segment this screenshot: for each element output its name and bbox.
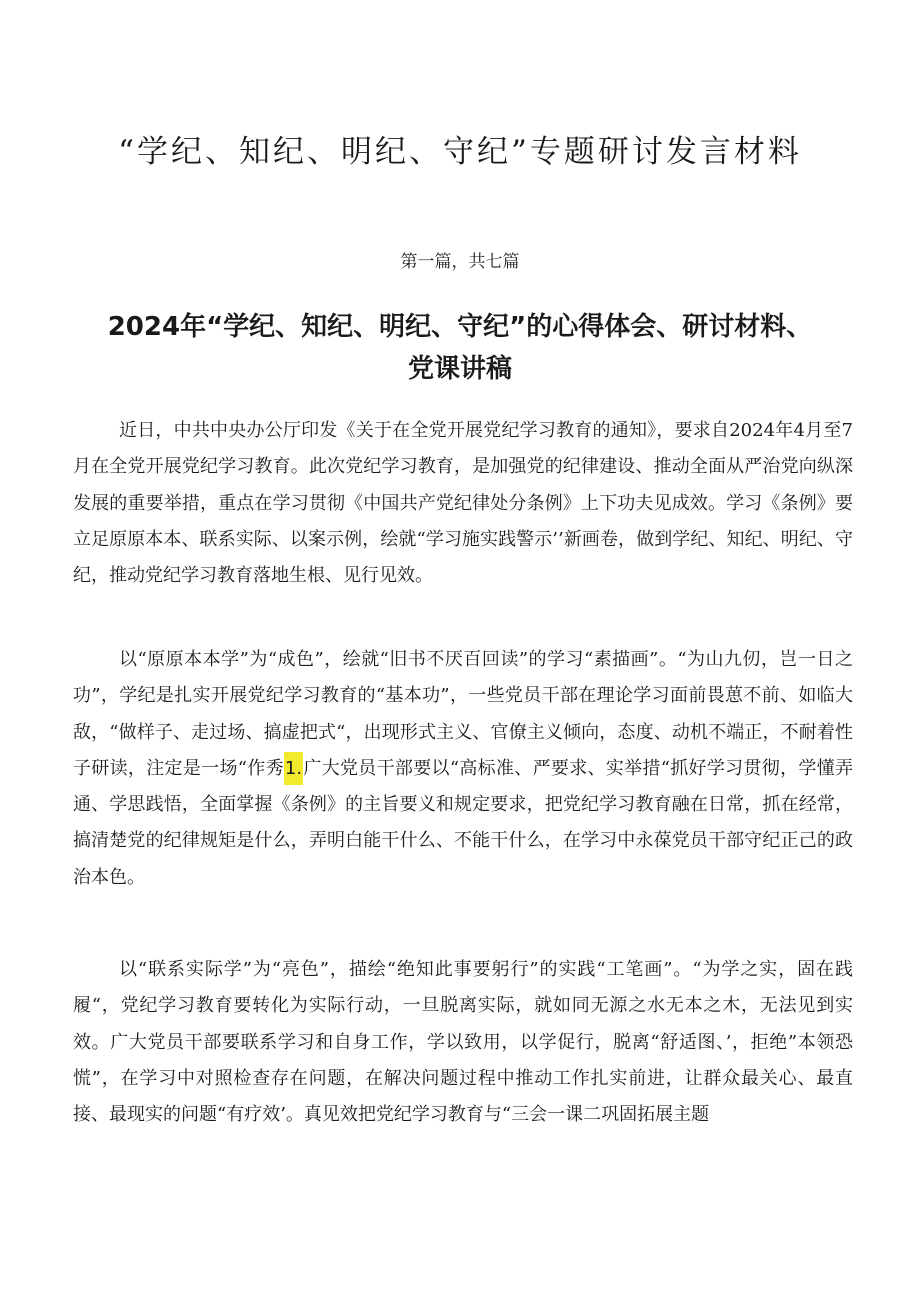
document-title: “学纪、知纪、明纪、守纪”专题研讨发言材料: [118, 134, 802, 170]
section-subheading: 第一篇，共七篇: [400, 252, 520, 272]
highlighted-marker: 1.: [284, 752, 303, 785]
article-title: 2024年“学纪、知纪、明纪、守纪”的心得体会、研讨材料、党课讲稿: [107, 312, 813, 384]
paragraph-2-text-after: 广大党员干部要以“高标准、严要求、实举措“抓好学习贯彻，学懂弄通、学思践悟，全面掌握《条例》的主旨要义和规定要求，把党纪学习教育融在日常，抓在经常，搞清楚党的纪律规矩是什么，弄明白能干什么、不能干什么，在学习中永葆党员干部守纪正己的政治本色。: [73, 757, 853, 888]
paragraph-2: [73, 642, 853, 896]
paragraph-3: 以“联系实际学”为“亮色”，描绘“绝知此事要躬行”的实践“工笔画”。“为学之实，固在践履“，党纪学习教育要转化为实际行动，一旦脱离实际，就如同无源之水无本之木，无法见到实效。广大党员干部要联系学习和自身工作，学以致用，以学促行，脱离“舒适图、’，拒绝”本领恐慌”，在学习中对照检查存在问题，在解决问题过程中推动工作扎实前进，让群众最关心、最直接、最现实的问题“有疗效’。真见效把党纪学习教育与“三会一课二巩固拓展主题: [73, 959, 853, 1126]
paragraph-2-text-before: 以“原原本本学”为“成色”，绘就“旧书不厌百回读”的学习“素描画”。“为山九仞，岂一日之功”，学纪是扎实开展党纪学习教育的“基本功”，一些党员干部在理论学习面前畏葸不前、如临大敌，“做样子、走过场、搞虚把式“，出现形式主义、官僚主义倾向，态度、动机不端正，不耐着性子研读，注定是一场“作秀: [73, 649, 853, 779]
paragraph-1: 近日，中共中央办公厅印发《关于在全党开展党纪学习教育的通知》，要求自2024年4月至7月在全党开展党纪学习教育。此次党纪学习教育，是加强党的纪律建设、推动全面从严治党向纵深发展的重要举措，重点在学习贯彻《中国共产党纪律处分条例》上下功夫见成效。学习《条例》要立足原原本本、联系实际、以案示例，绘就“学习施实践警示’’新画卷，做到学纪、知纪、明纪、守纪，推动党纪学习教育落地生根、见行见效。: [73, 420, 853, 587]
